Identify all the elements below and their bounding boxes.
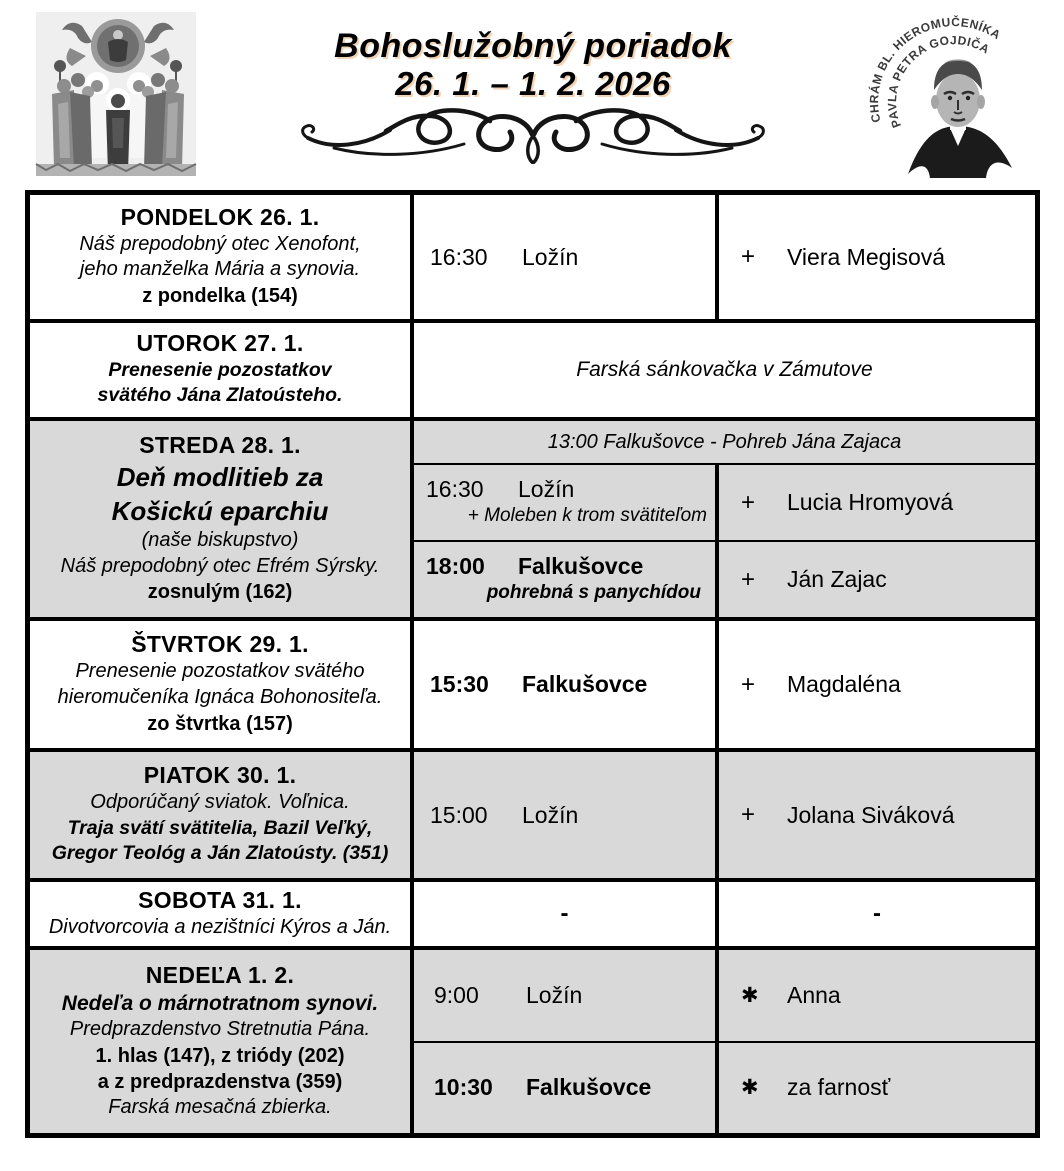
service-place: Ložín (522, 801, 579, 828)
day-cell (30, 621, 410, 748)
service-time: 10:30 (434, 1074, 493, 1101)
page-header (0, 0, 1064, 190)
asterisk-symbol: ✱ (741, 1076, 759, 1100)
day-note-line: z pondelka (154) (142, 285, 298, 308)
day-cell (30, 195, 410, 319)
service-cell (410, 621, 715, 748)
service-time: 16:30 (426, 476, 484, 503)
intention-cell (715, 1043, 1035, 1134)
service-time: 9:00 (434, 981, 479, 1008)
date-range: 26. 1. – 1. 2. 2026 (395, 65, 671, 103)
service-place: Falkušovce (526, 1074, 652, 1101)
service-time: 15:00 (430, 801, 488, 828)
day-note-line: Gregor Teológ a Ján Zlatoústy. (351) (51, 842, 389, 865)
day-note-line: (naše biskupstvo) (141, 529, 299, 552)
parish-event: Farská sánkovačka v Zámutove (410, 323, 1035, 417)
intention-name: Ján Zajac (787, 566, 887, 592)
day-title: PONDELOK 26. 1. (120, 203, 320, 230)
cross-symbol: + (741, 670, 756, 698)
day-cell (30, 421, 410, 617)
row-sobota (30, 878, 1035, 946)
day-cell (30, 323, 410, 417)
day-title: STREDA 28. 1. (139, 431, 301, 458)
day-note-line: hieromučeníka Ignáca Bohonositeľa. (57, 685, 383, 708)
stamp-arc-outer-text: CHRÁM BL. HIEROMUČENÍKA (866, 15, 1004, 124)
day-note-line: zosnulým (162) (147, 581, 293, 604)
intention-cell (715, 195, 1035, 319)
header-center (202, 0, 864, 169)
page-title: Bohoslužobný poriadok (334, 27, 732, 65)
streda-services (410, 421, 1035, 617)
day-note-line: svätého Jána Zlatoústeho. (97, 384, 343, 407)
row-piatok (30, 748, 1035, 878)
service-note: pohrebná s panychídou (486, 582, 701, 604)
gojdic-portrait (908, 60, 1012, 179)
cross-symbol: + (741, 565, 756, 593)
service-place: Ložín (518, 476, 575, 503)
service-subrow (414, 1041, 1035, 1134)
day-title: PIATOK 30. 1. (143, 762, 297, 789)
row-streda (30, 417, 1035, 617)
service-cell (414, 465, 715, 540)
intention-name: Lucia Hromyová (787, 489, 954, 515)
day-note-line: Náš prepodobný otec Xenofont, (79, 232, 361, 255)
day-note-line: Farská mesačná zbierka. (108, 1095, 332, 1118)
day-cell (30, 752, 410, 878)
row-nedela (30, 946, 1035, 1133)
day-note-line: Odporúčaný sviatok. Voľnica. (90, 791, 350, 814)
cross-symbol: + (741, 801, 756, 828)
service-subrow (414, 950, 1035, 1041)
service-cell (414, 542, 715, 617)
intention-cell (715, 465, 1035, 540)
schedule-table (25, 190, 1040, 1138)
stamp-arc-inner-text: PAVLA PETRA GOJDIČA (885, 33, 993, 130)
day-cell (30, 882, 410, 946)
service-place: Ložín (522, 243, 579, 270)
day-title: SOBOTA 31. 1. (138, 886, 302, 913)
service-place: Falkušovce (522, 671, 648, 697)
day-note-line: Divotvorcovia a nezištníci Kýros a Ján. (48, 915, 392, 938)
intention-cell (715, 621, 1035, 748)
service-place: Ložín (526, 981, 583, 1008)
intention-name: Jolana Siváková (787, 801, 955, 828)
intention-name: za farnosť (787, 1074, 891, 1101)
day-note-line: a z predprazdenstva (359) (97, 1070, 343, 1093)
intention-cell (715, 950, 1035, 1041)
day-title: NEDEĽA 1. 2. (145, 961, 295, 988)
row-pondelok (30, 195, 1035, 319)
intention-cell (715, 542, 1035, 617)
service-cell (414, 950, 715, 1041)
day-note-line: Deň modlitieb za (116, 461, 324, 492)
service-time: 15:30 (430, 671, 489, 697)
cross-symbol: + (741, 488, 756, 516)
intention-name: Magdaléna (787, 671, 901, 697)
service-time: 16:30 (430, 243, 488, 270)
service-place: Falkušovce (518, 553, 644, 580)
day-note-line: Náš prepodobný otec Efrém Sýrsky. (60, 554, 380, 577)
no-service-dash: - (410, 882, 715, 946)
service-cell (410, 195, 715, 319)
day-cell (30, 950, 410, 1133)
day-note-line: zo štvrtka (157) (147, 712, 293, 735)
nedela-services (410, 950, 1035, 1133)
row-stvrtok (30, 617, 1035, 748)
day-title: ŠTVRTOK 29. 1. (131, 631, 309, 658)
no-intention-dash: - (715, 882, 1035, 946)
ascension-icon (34, 8, 202, 180)
day-note-line: 1. hlas (147), z triódy (202) (95, 1044, 345, 1067)
service-cell (414, 1043, 715, 1134)
day-title: UTOROK 27. 1. (136, 330, 304, 357)
day-note-line: Košickú eparchiu (111, 495, 329, 526)
service-subrow (414, 465, 1035, 540)
flourish-divider-icon (202, 104, 864, 169)
asterisk-symbol: ✱ (741, 983, 759, 1007)
funeral-banner: 13:00 Falkušovce - Pohreb Jána Zajaca (414, 421, 1035, 465)
day-note-line: Nedeľa o márnotratnom synovi. (61, 991, 379, 1015)
day-note-line: jeho manželka Mária a synovia. (79, 258, 361, 281)
day-note-line: Traja svätí svätitelia, Bazil Veľký, (67, 816, 373, 839)
service-time: 18:00 (426, 553, 485, 580)
day-note-line: Prenesenie pozostatkov (108, 359, 332, 382)
cross-symbol: + (741, 243, 756, 270)
intention-cell (715, 752, 1035, 878)
intention-name: Viera Megisová (787, 243, 946, 270)
intention-name: Anna (787, 981, 841, 1008)
row-utorok (30, 319, 1035, 417)
service-note: + Moleben k trom svätiteľom (467, 505, 707, 527)
service-subrow (414, 540, 1035, 617)
service-cell (410, 752, 715, 878)
day-note-line: Predprazdenstvo Stretnutia Pána. (69, 1018, 371, 1041)
parish-stamp (864, 10, 1044, 180)
day-note-line: Prenesenie pozostatkov svätého (75, 660, 365, 683)
